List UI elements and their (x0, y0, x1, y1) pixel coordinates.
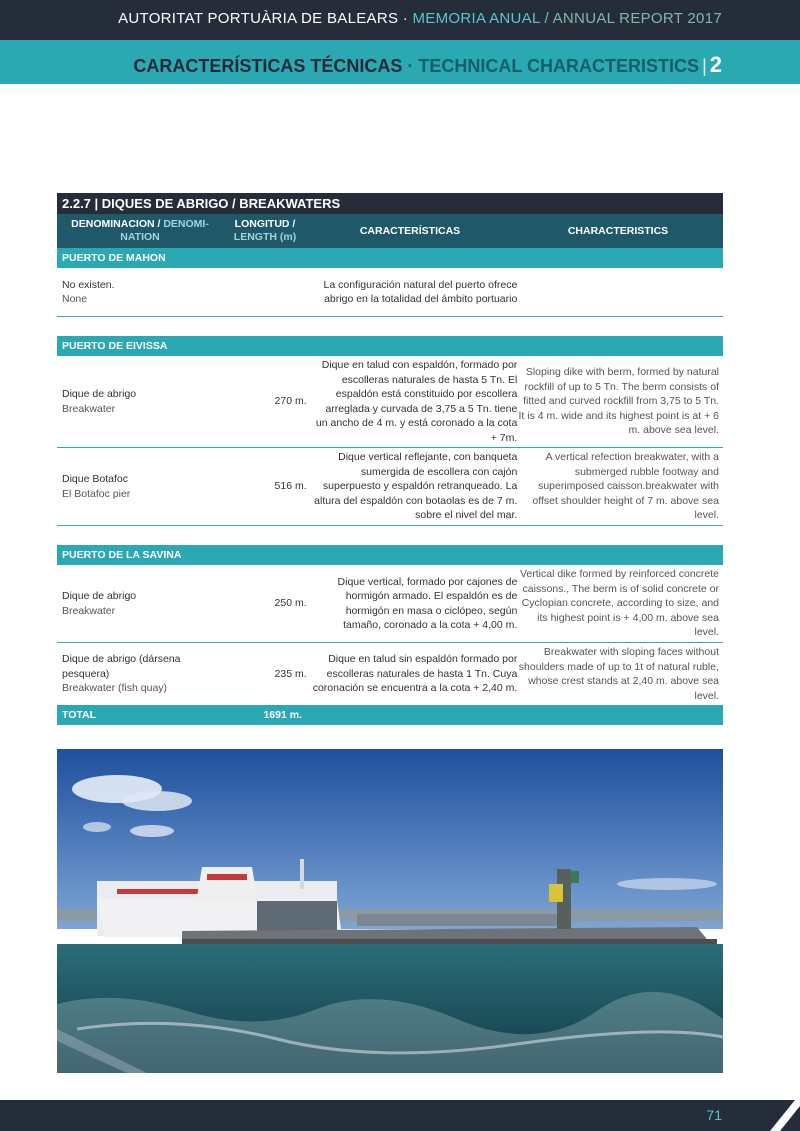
row-length: 250 m. (274, 597, 307, 610)
row-name-en: Breakwater (62, 604, 116, 617)
breakwaters-table (57, 193, 723, 725)
port-photo (57, 749, 723, 1073)
row-length: 270 m. (274, 395, 307, 408)
row-name-en: None (62, 293, 88, 305)
col-characteristics-es: CARACTERÍSTICAS (359, 224, 461, 237)
row-name (57, 448, 223, 525)
table-header (57, 214, 723, 248)
footer-bar (0, 1100, 800, 1131)
table-row (57, 356, 723, 448)
row-characteristics-es: Dique en talud sin espaldón formado por escolleras naturales de hasta 1 Tn. Cuya coronación se encuentra a la cota + 2,40 m. (312, 653, 518, 695)
page-number: 71 (706, 1107, 722, 1123)
title-separator-2: / (540, 10, 553, 27)
row-name-es: Dique de abrigo (62, 388, 137, 400)
row-length: 516 m. (274, 480, 307, 493)
row-length (223, 268, 312, 316)
col-length (223, 214, 307, 248)
row-characteristics-en (517, 268, 723, 316)
chapter-title-es: CARACTERÍSTICAS TÉCNICAS (133, 56, 403, 76)
table-row (57, 448, 723, 526)
table-row (57, 643, 723, 706)
row-characteristics-es: Dique vertical, formado por cajones de hormigón armado. El espaldón es de hormigón en masa o ciclópeo, según tamaño, coronado a la cota + 4,00 m. (337, 575, 518, 631)
port-photo-illustration (57, 749, 723, 1073)
report-name-en: ANNUAL REPORT 2017 (552, 10, 722, 27)
total-row (57, 706, 723, 725)
row-characteristics-es: La configuración natural del puerto ofrece abrigo en la totalidad del ámbito portuario (323, 278, 518, 305)
col-denomination-es: DENOMINACION / (71, 218, 164, 230)
section-puerto-mahon: PUERTO DE MAHON (57, 248, 723, 268)
table-title: 2.2.7 | DIQUES DE ABRIGO / BREAKWATERS (57, 193, 723, 214)
row-length: 235 m. (274, 667, 307, 680)
row-characteristics-en: Vertical dike formed by reinforced concrete caissons., The berm is of solid concrete or Cyclopian concrete, according to size, and its highest point is + 4,00 m. above sea level. (519, 568, 719, 639)
col-characteristics-en: CHARACTERISTICS (567, 224, 669, 237)
col-length-es: LONGITUD / (234, 218, 296, 230)
section-puerto-la-savina: PUERTO DE LA SAVINA (57, 545, 723, 565)
row-name (57, 268, 223, 316)
row-name-es: Dique de abrigo (dársena pesquera) (62, 653, 181, 680)
row-characteristics-es: Dique en talud con espaldón, formado por escolleras naturales de hasta 5 Tn. El espaldón está constituido por escollera arreglada y curvada de 3,75 a 5 Tn. tiene un ancho de 4 m. y está coronado a la cota + 7m. (315, 359, 518, 444)
report-name-ca: MEMORIA ANUAL (412, 10, 541, 27)
top-header-bar (0, 0, 800, 40)
row-characteristics-en: Breakwater with sloping faces without shoulders made of up to 1t of natural ruble, whose crest stands at 2,40 m. above sea level. (518, 646, 719, 702)
chapter-title-en: TECHNICAL CHARACTERISTICS (418, 56, 700, 76)
org-name: AUTORITAT PORTUÀRIA DE BALEARS (118, 10, 399, 27)
chapter-number: 2 (709, 52, 722, 77)
row-characteristics-en: A vertical refection breakwater, with a submerged rubble footway and superimposed caisson.breakwater with offset shoulder height of 7 m. above sea level. (532, 451, 719, 522)
col-denomination (57, 214, 223, 248)
table-row (57, 565, 723, 643)
row-characteristics-es: Dique vertical reflejante, con banqueta sumergida de escollera con cajón superpuesto y espaldón retranqueado. La altura del espaldón con botaolas es de 7 m. sobre el nivel del mar. (314, 451, 518, 522)
row-name-en: Breakwater (fish quay) (62, 682, 168, 695)
row-name (57, 643, 223, 705)
chapter-title-sep: · (402, 56, 419, 76)
row-name (57, 565, 223, 642)
col-denomination-en: DENOMI-NATION (120, 218, 209, 243)
row-name-es: Dique de abrigo (62, 590, 137, 602)
row-name-en: Breakwater (62, 402, 116, 415)
col-length-en: LENGTH (m) (233, 231, 297, 243)
chapter-title (133, 52, 722, 78)
report-title (118, 10, 722, 27)
total-value: 1691 m. (263, 709, 302, 721)
section-puerto-eivissa: PUERTO DE EIVISSA (57, 336, 723, 356)
table-row (57, 268, 723, 317)
row-name-en: El Botafoc pier (62, 487, 131, 500)
row-name-es: No existen. (62, 278, 115, 291)
chapter-divider: | (702, 56, 707, 76)
title-separator: · (398, 10, 413, 27)
total-label: TOTAL (62, 709, 97, 721)
row-characteristics-en: Sloping dike with berm, formed by natural rockfill of up to 5 Tn. The berm consists of fitted and curved rockfill from 3,75 to 5 Tn. It is 4 m. wide and its highest point is at + 6 m. above sea level. (518, 366, 719, 437)
row-name (57, 356, 223, 447)
chapter-bar (0, 40, 800, 84)
footer-corner-stripe (740, 1100, 800, 1131)
row-name-es: Dique Botafoc (62, 473, 128, 485)
